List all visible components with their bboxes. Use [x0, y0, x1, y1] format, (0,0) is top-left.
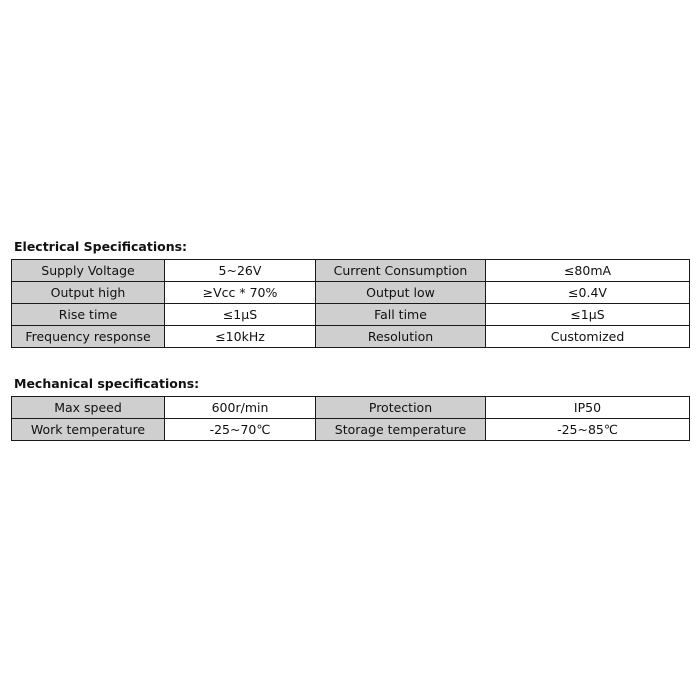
table-row: [12, 326, 690, 348]
spec-label: Current Consumption: [316, 260, 486, 282]
electrical-specifications-table: [11, 259, 690, 348]
mechanical-specifications-table: [11, 396, 690, 441]
spec-value: ≤1μS: [486, 304, 690, 326]
spec-value: ≤80mA: [486, 260, 690, 282]
spec-label: Work temperature: [12, 419, 165, 441]
spec-label: Rise time: [12, 304, 165, 326]
spec-label: Frequency response: [12, 326, 165, 348]
spec-label: Max speed: [12, 397, 165, 419]
spec-value: IP50: [486, 397, 690, 419]
table-row: [12, 260, 690, 282]
spec-value: Customized: [486, 326, 690, 348]
spec-label: Resolution: [316, 326, 486, 348]
spec-label: Fall time: [316, 304, 486, 326]
mechanical-specifications-section: [11, 376, 689, 441]
spec-value: ≤10kHz: [165, 326, 316, 348]
spec-label: Output low: [316, 282, 486, 304]
spec-value: ≥Vcc * 70%: [165, 282, 316, 304]
table-row: [12, 397, 690, 419]
spec-value: 600r/min: [165, 397, 316, 419]
spec-label: Supply Voltage: [12, 260, 165, 282]
spec-label: Output high: [12, 282, 165, 304]
electrical-specifications-heading: Electrical Specifications:: [14, 239, 188, 254]
table-row: [12, 419, 690, 441]
spec-label: Storage temperature: [316, 419, 486, 441]
spec-value: -25~70℃: [165, 419, 316, 441]
table-row: [12, 304, 690, 326]
spec-value: 5~26V: [165, 260, 316, 282]
mechanical-specifications-heading: Mechanical specifications:: [14, 376, 200, 391]
table-row: [12, 282, 690, 304]
spec-value: ≤1μS: [165, 304, 316, 326]
spec-value: ≤0.4V: [486, 282, 690, 304]
spec-value: -25~85℃: [486, 419, 690, 441]
spec-label: Protection: [316, 397, 486, 419]
electrical-specifications-section: [11, 239, 689, 348]
